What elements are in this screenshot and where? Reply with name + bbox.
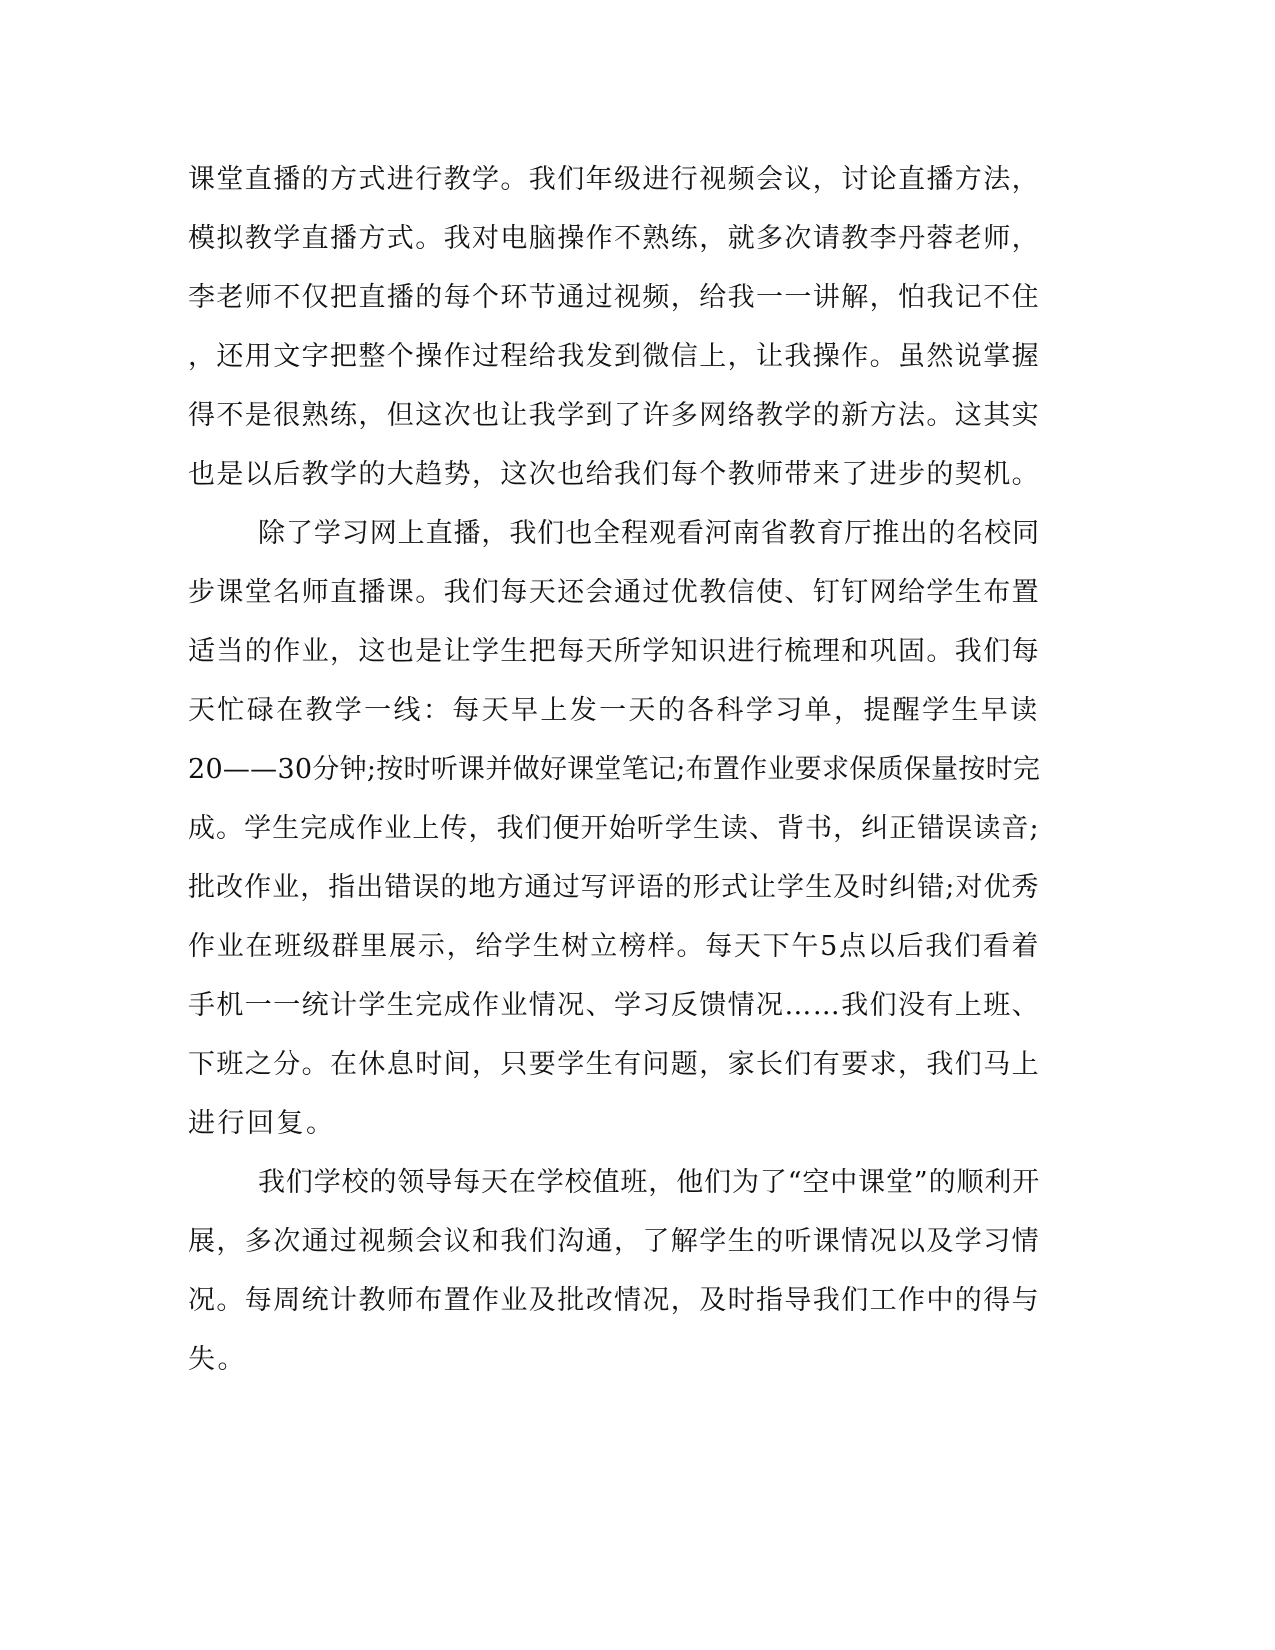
- text-line: 适当的作业，这也是让学生把每天所学知识进行梳理和巩固。我们每: [188, 636, 1040, 667]
- text-line: 展，多次通过视频会议和我们沟通，了解学生的听课情况以及学习情: [188, 1226, 1040, 1257]
- text-line: 失。: [188, 1344, 247, 1375]
- text-line: 步课堂名师直播课。我们每天还会通过优教信使、钉钉网给学生布置: [188, 577, 1040, 608]
- text-line: 况。每周统计教师布置作业及批改情况，及时指导我们工作中的得与: [188, 1285, 1040, 1316]
- text-line: 模拟教学直播方式。我对电脑操作不熟练，就多次请教李丹蓉老师，: [188, 223, 1040, 254]
- text-line: 下班之分。在休息时间，只要学生有问题，家长们有要求，我们马上: [188, 1049, 1040, 1080]
- text-line: 手机一一统计学生完成作业情况、学习反馈情况……我们没有上班、: [188, 990, 1040, 1021]
- text-line: ，还用文字把整个操作过程给我发到微信上，让我操作。虽然说掌握: [188, 341, 1040, 372]
- paragraph-start-line: 我们学校的领导每天在学校值班，他们为了“空中课堂”的顺利开: [258, 1167, 1041, 1198]
- text-line: 进行回复。: [188, 1108, 336, 1139]
- paragraph-start-line: 除了学习网上直播，我们也全程观看河南省教育厅推出的名校同: [258, 518, 1040, 549]
- text-line: 得不是很熟练，但这次也让我学到了许多网络教学的新方法。这其实: [188, 400, 1040, 431]
- text-line: 课堂直播的方式进行教学。我们年级进行视频会议，讨论直播方法，: [188, 164, 1040, 195]
- text-line: 也是以后教学的大趋势，这次也给我们每个教师带来了进步的契机。: [188, 459, 1040, 490]
- text-line: 批改作业，指出错误的地方通过写评语的形式让学生及时纠错;对优秀: [188, 872, 1040, 903]
- text-line: 成。学生完成作业上传，我们便开始听学生读、背书，纠正错误读音;: [188, 813, 1040, 844]
- text-line: 天忙碌在教学一线：每天早上发一天的各科学习单，提醒学生早读: [188, 695, 1040, 726]
- text-line: 20——30分钟;按时听课并做好课堂笔记;布置作业要求保质保量按时完: [188, 754, 1041, 785]
- text-line: 作业在班级群里展示，给学生树立榜样。每天下午5点以后我们看着: [188, 931, 1041, 962]
- text-line: 李老师不仅把直播的每个环节通过视频，给我一一讲解，怕我记不住: [188, 282, 1040, 313]
